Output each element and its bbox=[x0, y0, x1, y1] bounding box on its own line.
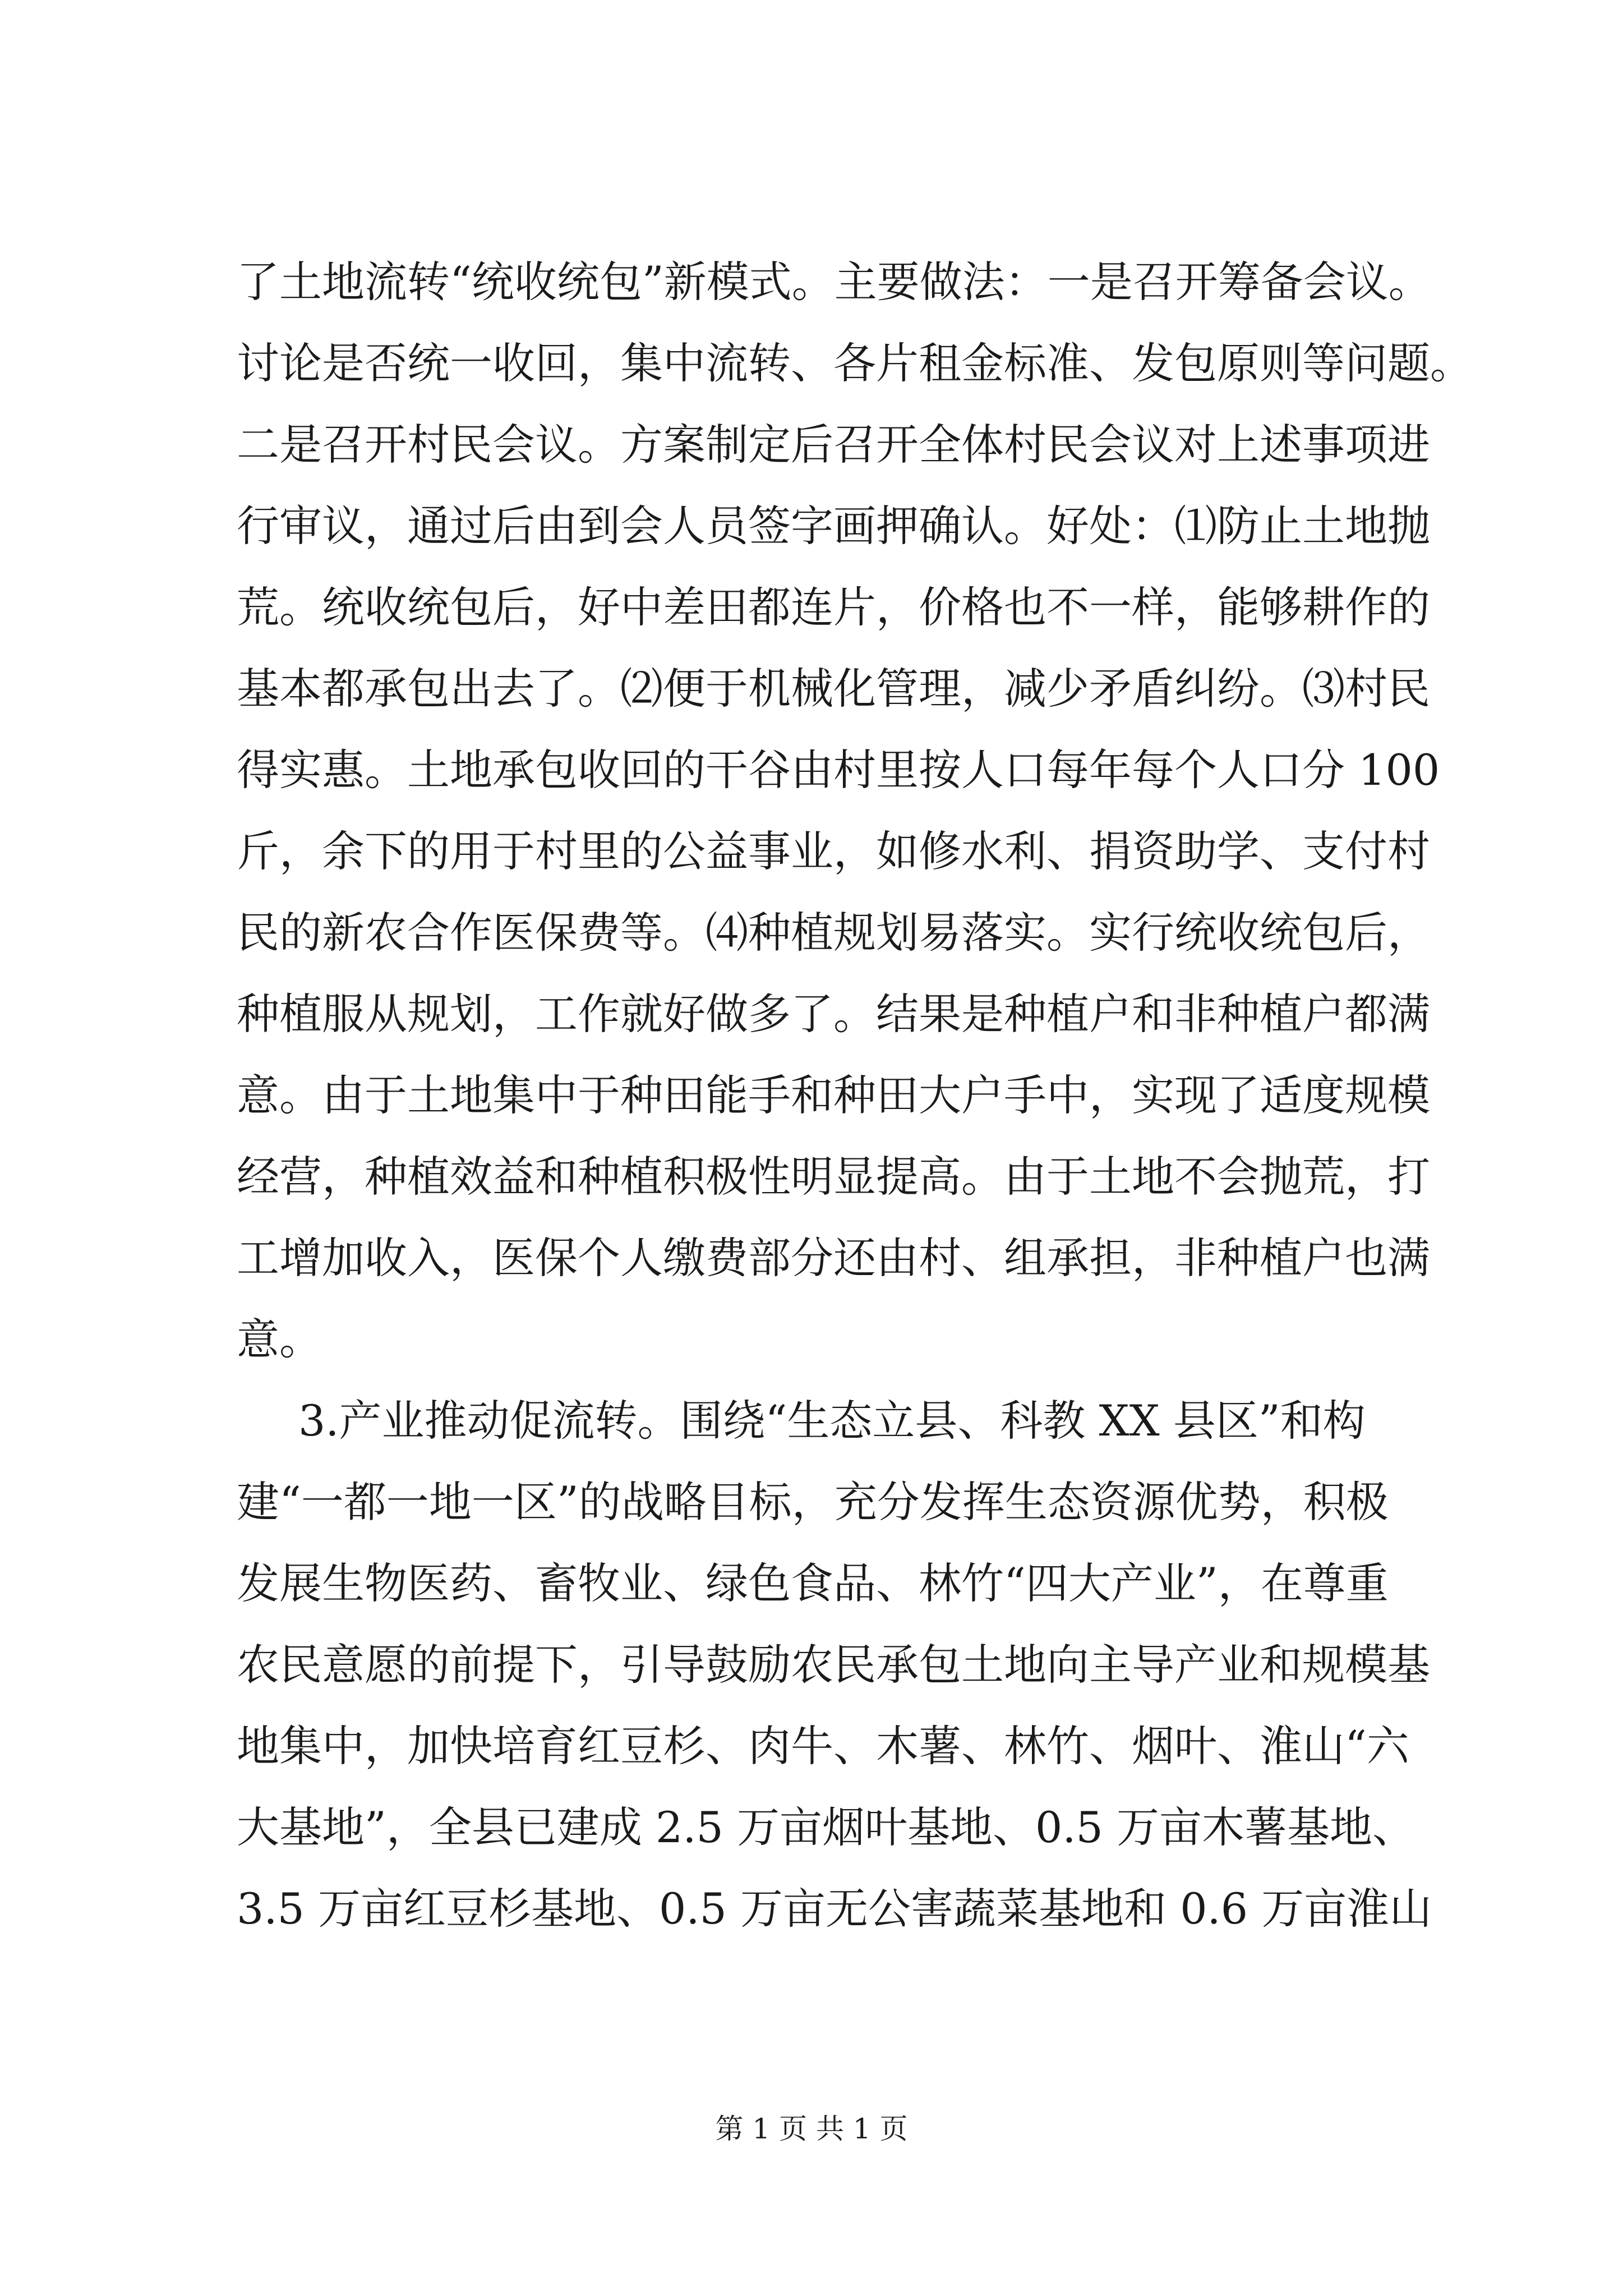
text-line: 农民意愿的前提下，引导鼓励农民承包土地向主导产业和规模基 bbox=[237, 1640, 1430, 1690]
text-line: 经营，种植效益和种植积极性明显提高。由于土地不会抛荒，打 bbox=[237, 1152, 1430, 1202]
text-line: 地集中，加快培育红豆杉、肉牛、木薯、林竹、烟叶、淮山“六 bbox=[237, 1721, 1409, 1771]
text-line: 民的新农合作医保费等。⑷种植规划易落实。实行统收统包后， bbox=[237, 908, 1430, 958]
text-line: 大基地”，全县已建成 2.5 万亩烟叶基地、0.5 万亩木薯基地、 bbox=[237, 1802, 1415, 1852]
text-line: 行审议，通过后由到会人员签字画押确认。好处：⑴防止土地抛 bbox=[237, 501, 1430, 551]
text-line: 工增加收入，医保个人缴费部分还由村、组承担，非种植户也满 bbox=[237, 1233, 1430, 1283]
text-line: 种植服从规划，工作就好做多了。结果是种植户和非种植户都满 bbox=[237, 989, 1430, 1039]
text-line: 斤，余下的用于村里的公益事业，如修水利、捐资助学、支付村 bbox=[237, 826, 1430, 876]
text-line: 荒。统收统包后，好中差田都连片，价格也不一样，能够耕作的 bbox=[237, 582, 1430, 632]
text-line: 讨论是否统一收回，集中流转、各片租金标准、发包原则等问题。 bbox=[237, 338, 1473, 388]
page-footer: 第 1 页 共 1 页 bbox=[715, 2113, 908, 2145]
text-line: 了土地流转“统收统包”新模式。主要做法：一是召开筹备会议。 bbox=[237, 257, 1431, 307]
text-line: 建“一都一地一区”的战略目标，充分发挥生态资源优势，积极 bbox=[237, 1477, 1389, 1527]
text-line: 基本都承包出去了。⑵便于机械化管理，减少矛盾纠纷。⑶村民 bbox=[237, 664, 1430, 714]
text-line: 得实惠。土地承包收回的干谷由村里按人口每年每个人口分 100 bbox=[237, 745, 1440, 795]
text-line: 意。 bbox=[237, 1314, 322, 1364]
text-line: 发展生物医药、畜牧业、绿色食品、林竹“四大产业”，在尊重 bbox=[237, 1558, 1389, 1608]
text-line: 意。由于土地集中于种田能手和种田大户手中，实现了适度规模 bbox=[237, 1070, 1430, 1120]
text-line: 3.产业推动促流转。围绕“生态立县、科教 XX 县区”和构 bbox=[298, 1396, 1366, 1446]
text-line: 二是召开村民会议。方案制定后召开全体村民会议对上述事项进 bbox=[237, 420, 1430, 470]
text-line: 3.5 万亩红豆杉基地、0.5 万亩无公害蔬菜基地和 0.6 万亩淮山 bbox=[237, 1884, 1432, 1934]
